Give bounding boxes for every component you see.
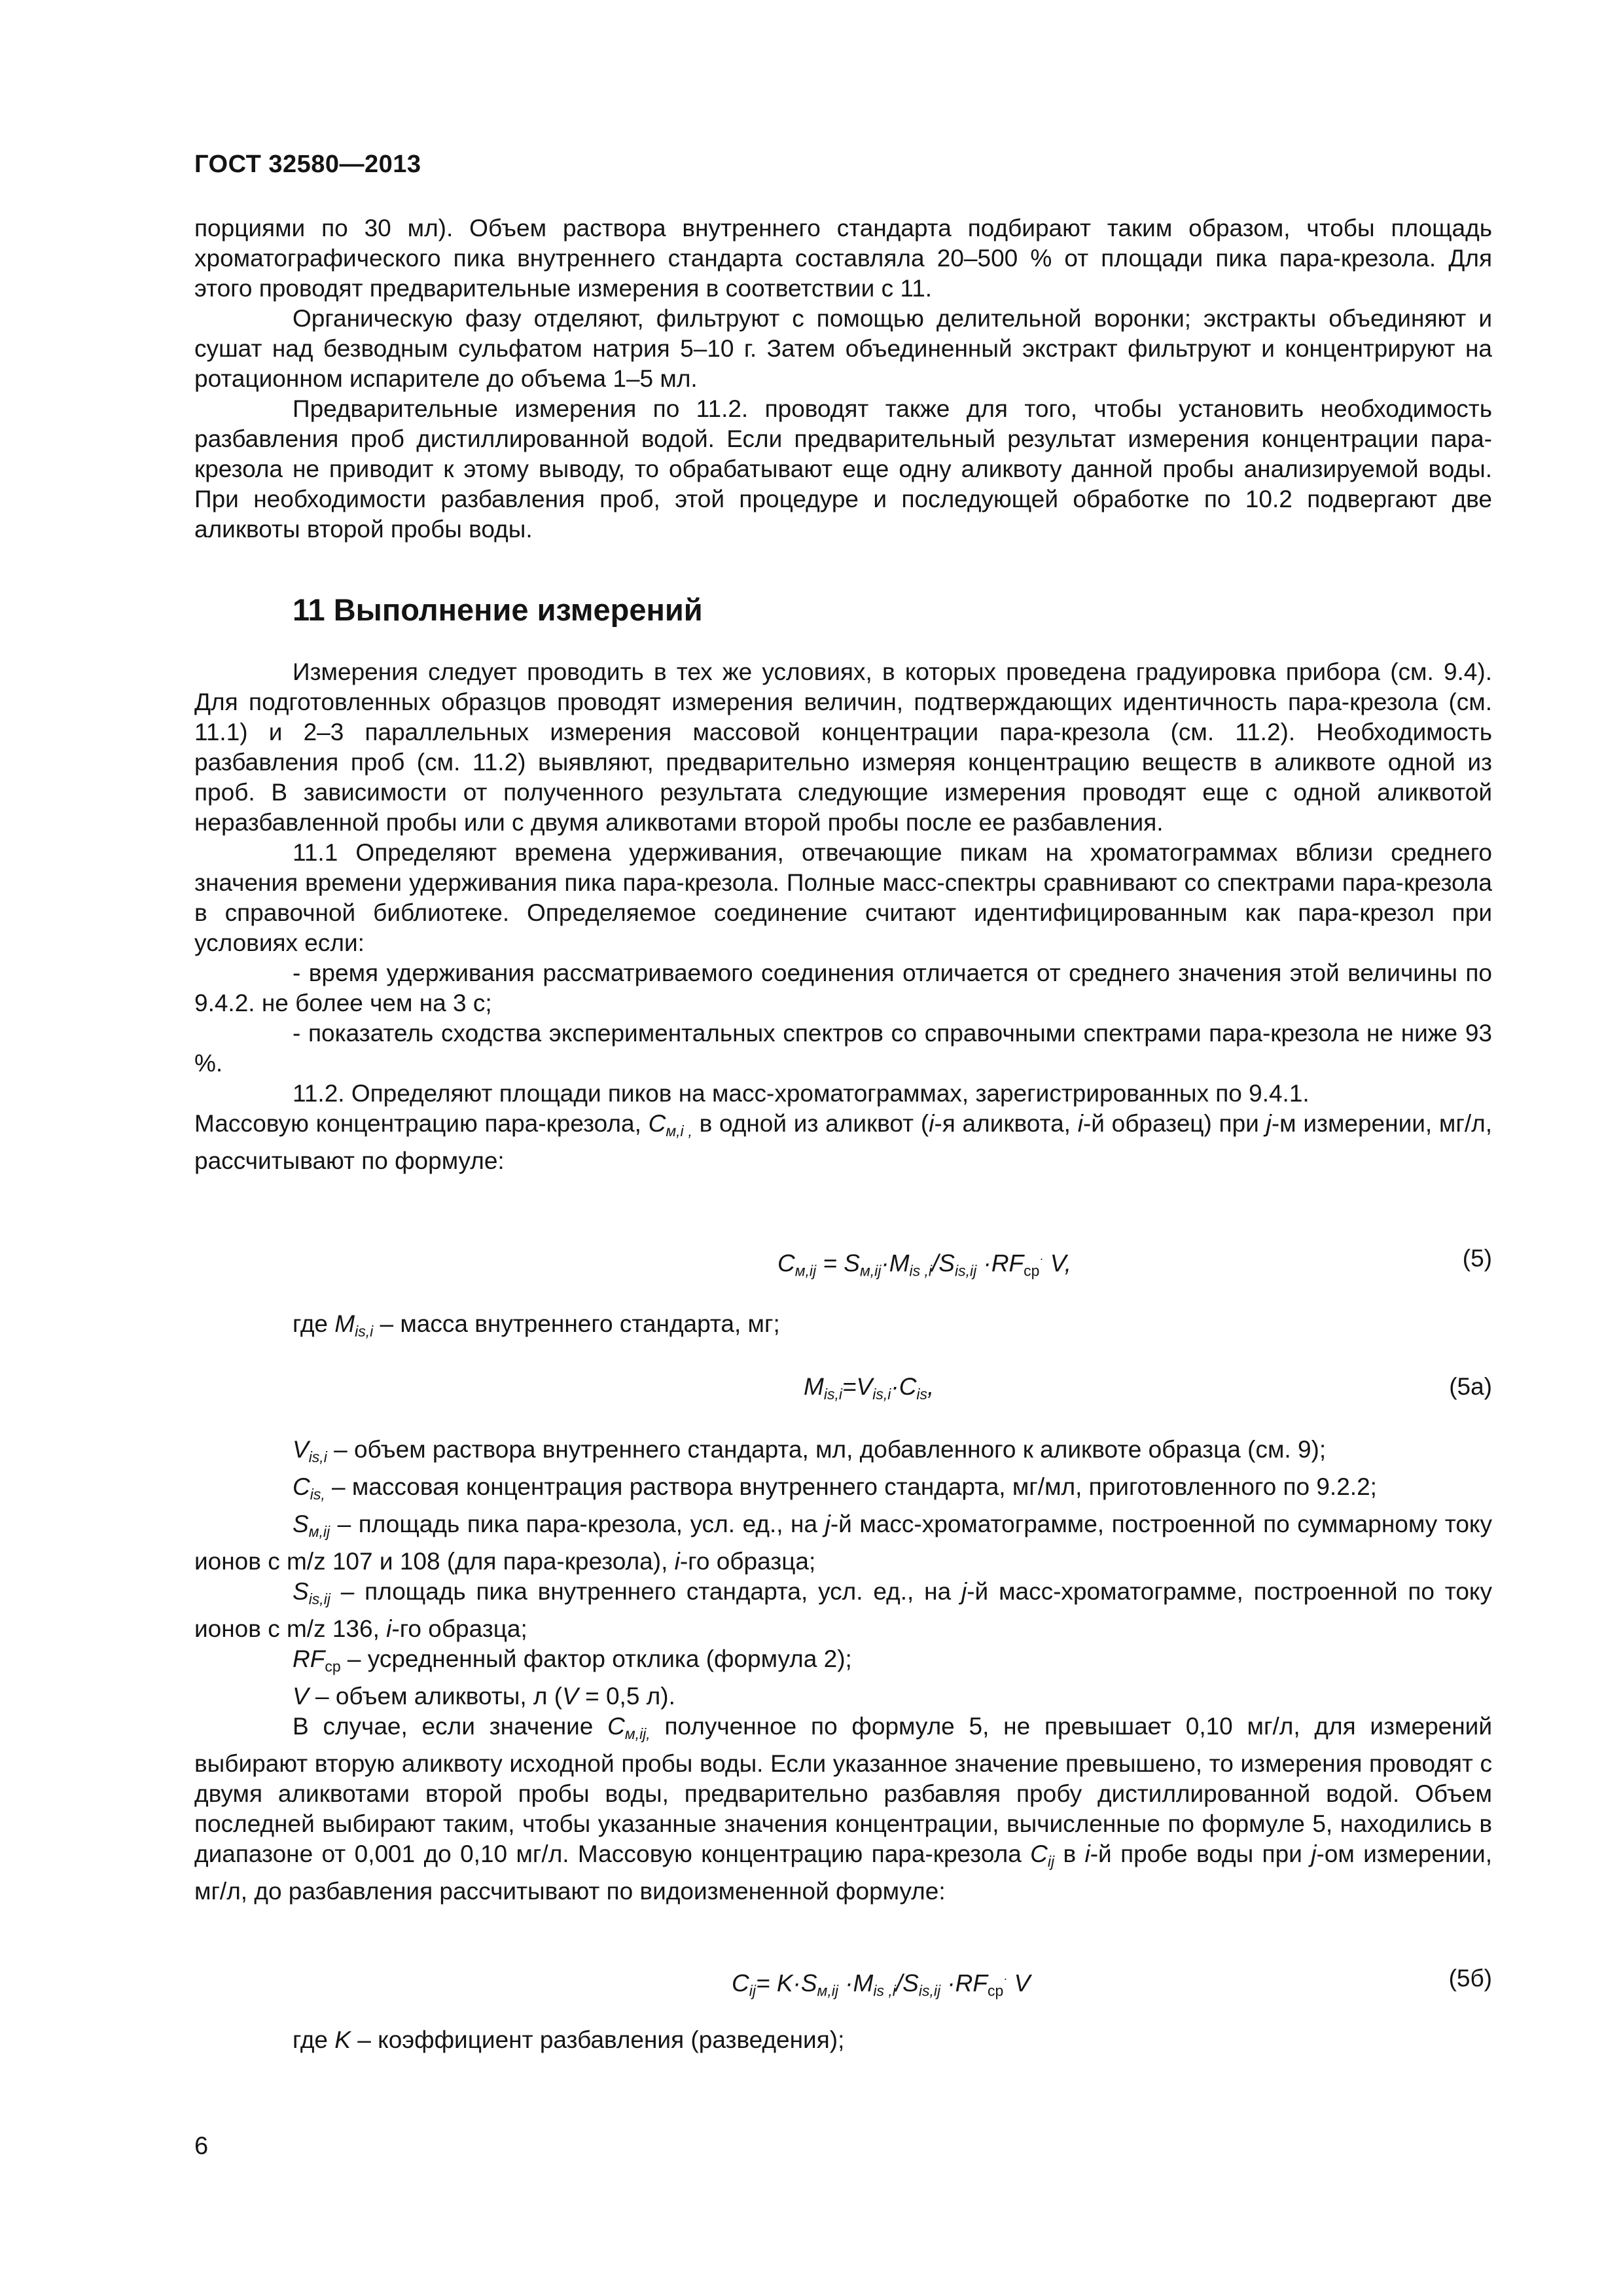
definitions	[194, 1435, 1492, 1907]
formula-number: (5)	[1462, 1245, 1492, 1272]
formula-number: (5а)	[1449, 1373, 1492, 1400]
paragraph: порциями по 30 мл). Объем раствора внутреннего стандарта подбирают таким образом, чтобы площадь хроматографического пика внутреннего стандарта составляла 20–500 % от площади пика пара-крезола. Для этого проводят предварительные измерения в соответствии с 11.	[194, 215, 1492, 302]
where-k-line: где K – коэффициент разбавления (разведения);	[293, 2026, 845, 2053]
paragraph: Органическую фазу отделяют, фильтруют с помощью делительной воронки; экстракты объединяют и сушат над безводным сульфатом натрия 5–10 г. Затем объединенный экстракт фильтруют и концентрируют на ротационном испарителе до объема 1–5 мл.	[194, 305, 1492, 392]
definition: V – объем аликвоты, л (V = 0,5 л).	[293, 1683, 675, 1710]
section-heading: 11 Выполнение измерений	[293, 592, 703, 627]
definition: $RF_{ср}$ – усредненный фактор отклика (формула 2);	[293, 1645, 852, 1675]
definition: $V_{is,i}$ – объем раствора внутреннего стандарта, мл, добавленного к аликвоте образца (см. 9);	[293, 1436, 1327, 1465]
definition: $S_{is,ij}$ – площадь пика внутреннего стандарта, усл. ед., на j-й масс-хроматограмме, построенной по току ионов с m/z 136, i-го образца;	[194, 1578, 1493, 1642]
where-line: где $M_{is,i}$ – масса внутреннего стандарта, мг;	[293, 1310, 780, 1340]
paragraph: 11.2. Определяют площади пиков на масс-хроматограммах, зарегистрированных по 9.4.1.	[293, 1080, 1310, 1107]
list-item: - показатель сходства экспериментальных спектров со справочными спектрами пара-крезола не ниже 93 %.	[194, 1020, 1492, 1077]
list-item: - время удерживания рассматриваемого соединения отличается от среднего значения этой величины по 9.4.2. не более чем на 3 с;	[194, 960, 1492, 1016]
section-11-body	[194, 657, 1492, 1176]
page-number: 6	[194, 2132, 209, 2160]
formula-number: (5б)	[1448, 1965, 1492, 1992]
definition: $C_{is,}$ – массовая концентрация раствора внутреннего стандарта, мг/мл, приготовленного по 9.2.2;	[293, 1473, 1377, 1503]
formula-5a: $M_{is,i}=V_{is,i}\cdot C_{is}$,	[804, 1373, 935, 1403]
paragraph: 11.1 Определяют времена удерживания, отвечающие пикам на хроматограммах вблизи среднего значения времени удерживания пика пара-крезола. Полные масс-спектры сравнивают со спектрами пара-крезола в справочной библиотеке. Определяемое соединение считают идентифицированным как пара-крезол при условиях если:	[194, 839, 1492, 956]
formula-5: $C_{м,ij} = S_{м,ij}\cdot M_{is ,i}/S_{is,ij} \cdot RF_{ср}^\cdot$ V,	[777, 1249, 1071, 1280]
document-header: ГОСТ 32580—2013	[194, 151, 421, 178]
intro-section	[194, 213, 1492, 545]
paragraph: Массовую концентрацию пара-крезола, $C_{м,i ,}$ в одной из аликвот (i-я аликвота, i-й образец) при j-м измерении, мг/л, рассчитывают по формуле:	[194, 1110, 1493, 1174]
definition: $S_{м,ij}$ – площадь пика пара-крезола, усл. ед., на j-й масс-хроматограмме, построенной по суммарному току ионов с m/z 107 и 108 (для пара-крезола), i-го образца;	[194, 1511, 1493, 1575]
paragraph: Предварительные измерения по 11.2. проводят также для того, чтобы установить необходимость разбавления проб дистиллированной водой. Если предварительный результат измерения концентрации пара-крезола не приводит к этому выводу, то обрабатывают еще одну аликвоту данной пробы анализируемой воды. При необходимости разбавления проб, этой процедуре и последующей обработке по 10.2 подвергают две аликвоты второй пробы воды.	[194, 395, 1492, 543]
paragraph: В случае, если значение $C_{м,ij,}$ полученное по формуле 5, не превышает 0,10 мг/л, для измерений выбирают вторую аликвоту исходной пробы воды. Если указанное значение превышено, то измерения проводят с двумя аликвотами второй пробы воды, предварительно разбавляя пробу дистиллированной водой. Объем последней выбирают таким, чтобы указанные значения концентрации, вычисленные по формуле 5, находились в диапазоне от 0,001 до 0,10 мг/л. Массовую концентрацию пара-крезола $C_{ij}$ в i-й пробе воды при j-ом измерении, мг/л, до разбавления рассчитывают по видоизмененной формуле:	[194, 1713, 1492, 1905]
paragraph: Измерения следует проводить в тех же условиях, в которых проведена градуировка прибора (см. 9.4). Для подготовленных образцов проводят измерения величин, подтверждающих идентичность пара-крезола (см. 11.1) и 2–3 параллельных измерения массовой концентрации пара-крезола (см. 11.2). Необходимость разбавления проб (см. 11.2) выявляют, предварительно измеряя концентрацию веществ в аликвоте одной из проб. В зависимости от полученного результата следующие измерения проводят еще с одной аликвотой неразбавленной пробы или с двумя аликвотами второй пробы после ее разбавления.	[194, 658, 1492, 836]
formula-5b: $C_{ij}= K\cdot S_{м,ij} \cdot M_{is ,i}/S_{is,ij} \cdot RF_{ср}^\cdot$ V	[732, 1969, 1031, 2000]
